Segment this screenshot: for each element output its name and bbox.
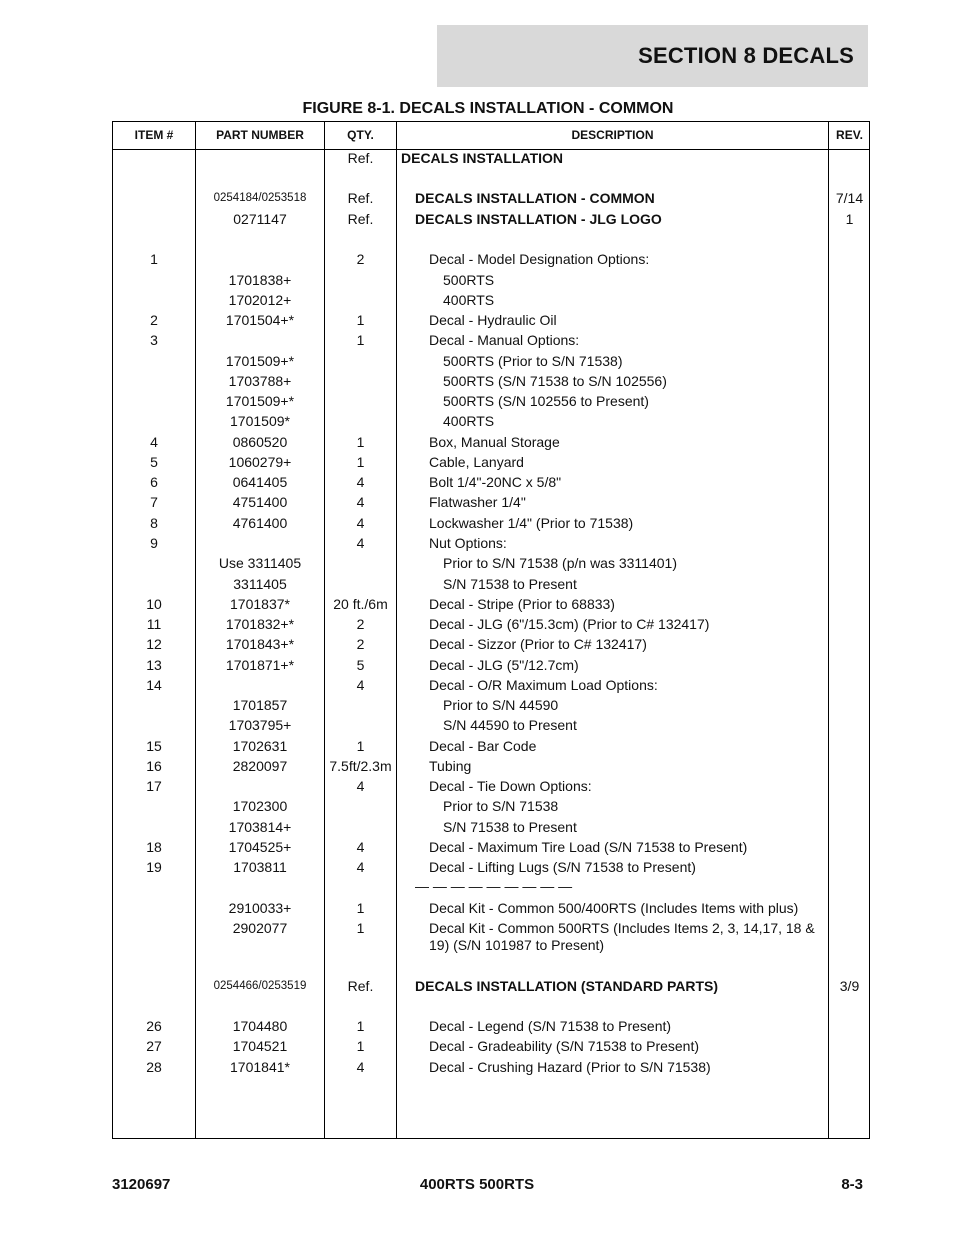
row-item-number: 13: [146, 657, 162, 673]
row-description: DECALS INSTALLATION: [401, 150, 564, 166]
row-description: 500RTS (S/N 71538 to S/N 102556): [443, 373, 667, 389]
row-quantity: 1: [356, 332, 365, 348]
row-part-number: 2820097: [232, 758, 288, 774]
row-part-number: 1703788+: [228, 373, 292, 389]
row-item-number: 27: [146, 1038, 162, 1054]
row-description: Prior to S/N 71538 (p/n was 3311401): [443, 555, 677, 571]
header-part-number: PART NUMBER: [216, 128, 304, 142]
table-header: [113, 122, 869, 150]
row-description: 500RTS (S/N 102556 to Present): [443, 393, 649, 409]
row-description: — — — — — — — — —: [415, 878, 573, 894]
header-item: ITEM #: [134, 128, 174, 142]
row-description: Decal - JLG (5"/12.7cm): [429, 657, 579, 673]
row-quantity: 1: [356, 1018, 365, 1034]
row-part-number: 1701871+*: [225, 657, 295, 673]
row-part-number: 1702012+: [228, 292, 292, 308]
row-description: Box, Manual Storage: [429, 434, 560, 450]
row-quantity: 4: [356, 494, 365, 510]
row-part-number: 3311405: [233, 576, 287, 592]
row-item-number: 15: [146, 738, 162, 754]
row-description: Decal - Legend (S/N 71538 to Present): [429, 1018, 672, 1034]
row-quantity: 1: [356, 920, 365, 936]
row-description: Lockwasher 1/4" (Prior to 71538): [429, 515, 634, 531]
row-revision: 3/9: [839, 978, 860, 994]
row-item-number: 7: [150, 494, 158, 510]
row-description: Decal - Crushing Hazard (Prior to S/N 71538): [429, 1059, 711, 1075]
row-quantity: 4: [356, 778, 365, 794]
row-quantity: Ref.: [347, 150, 374, 166]
row-item-number: 9: [150, 535, 158, 551]
row-part-number: 1701509+*: [225, 353, 295, 369]
row-item-number: 16: [146, 758, 162, 774]
row-description: Decal Kit - Common 500/400RTS (Includes Items with plus): [429, 900, 799, 916]
row-part-number: 1701838+: [228, 272, 292, 288]
row-part-number: 0271147: [233, 211, 287, 227]
row-part-number: 1701504+*: [225, 312, 295, 328]
row-quantity: 1: [356, 454, 365, 470]
row-description: Tubing: [429, 758, 472, 774]
row-quantity: 1: [356, 434, 365, 450]
row-part-number: 0254184/0253518: [213, 192, 307, 204]
row-item-number: 28: [146, 1059, 162, 1075]
row-description: Flatwasher 1/4": [429, 494, 526, 510]
row-description: 500RTS (Prior to S/N 71538): [443, 353, 623, 369]
row-quantity: 4: [356, 839, 365, 855]
row-item-number: 19: [146, 859, 162, 875]
doc-number: 3120697: [112, 1176, 171, 1193]
row-item-number: 4: [150, 434, 158, 450]
row-description: S/N 44590 to Present: [443, 717, 577, 733]
row-item-number: 14: [146, 677, 162, 693]
row-description: Decal - Manual Options:: [429, 332, 580, 348]
row-part-number: 1704521: [232, 1038, 288, 1054]
row-quantity: 1: [356, 312, 365, 328]
row-description: Decal Kit - Common 500RTS (Includes Items 2, 3, 14,17, 18 & 19) (S/N 101987 to Present): [429, 920, 815, 953]
row-part-number: 1704525+: [228, 839, 292, 855]
row-description: S/N 71538 to Present: [443, 576, 577, 592]
row-part-number: 1701509+*: [225, 393, 295, 409]
row-part-number: 0254466/0253519: [213, 980, 307, 992]
row-item-number: 8: [150, 515, 158, 531]
row-part-number: Use 3311405: [218, 555, 302, 571]
row-quantity: Ref.: [347, 211, 374, 227]
row-description: Prior to S/N 71538: [443, 798, 559, 814]
row-description: Nut Options:: [429, 535, 507, 551]
row-item-number: 2: [150, 312, 158, 328]
section-banner: [437, 25, 868, 87]
parts-table: [112, 121, 870, 1139]
row-quantity: 4: [356, 677, 365, 693]
row-part-number: 1704480: [232, 1018, 288, 1034]
row-item-number: 3: [150, 332, 158, 348]
row-part-number: 0641405: [232, 474, 288, 490]
row-quantity: 20 ft./6m: [333, 596, 388, 612]
row-part-number: 1703795+: [228, 717, 292, 733]
row-description: 400RTS: [443, 292, 495, 308]
row-quantity: 5: [356, 657, 365, 673]
page-number: 8-3: [841, 1176, 863, 1193]
row-item-number: 1: [150, 251, 158, 267]
row-description: 400RTS: [443, 413, 495, 429]
row-part-number: 1703814+: [228, 819, 292, 835]
row-part-number: 1701837*: [230, 596, 290, 612]
column-divider: [396, 122, 397, 1138]
row-item-number: 6: [150, 474, 158, 490]
row-description: DECALS INSTALLATION - COMMON: [415, 190, 655, 206]
row-part-number: 1702300: [232, 798, 288, 814]
figure-title: FIGURE 8-1. DECALS INSTALLATION - COMMON: [302, 100, 674, 117]
row-revision: 7/14: [835, 190, 864, 206]
row-item-number: 11: [146, 616, 162, 632]
header-qty: QTY.: [347, 128, 374, 142]
row-part-number: 2910033+: [228, 900, 292, 916]
row-quantity: 1: [356, 1038, 365, 1054]
row-part-number: 1701841*: [230, 1059, 290, 1075]
row-quantity: Ref.: [347, 978, 374, 994]
section-title: SECTION 8 DECALS: [638, 43, 854, 68]
row-item-number: 12: [146, 636, 162, 652]
row-revision: 1: [845, 211, 854, 227]
row-item-number: 17: [146, 778, 162, 794]
row-quantity: 1: [356, 900, 365, 916]
row-quantity: 1: [356, 738, 365, 754]
row-description: DECALS INSTALLATION (STANDARD PARTS): [415, 978, 719, 994]
row-description: Decal - Model Designation Options:: [429, 251, 650, 267]
row-description: Decal - Maximum Tire Load (S/N 71538 to Present): [429, 839, 748, 855]
row-item-number: 26: [146, 1018, 162, 1034]
row-quantity: 2: [356, 251, 365, 267]
row-description: Decal - Bar Code: [429, 738, 537, 754]
row-description: Decal - O/R Maximum Load Options:: [429, 677, 658, 693]
row-quantity: 2: [356, 616, 365, 632]
model-name: 400RTS 500RTS: [419, 1176, 535, 1193]
row-part-number: 1701843+*: [225, 636, 295, 652]
header-description: DESCRIPTION: [571, 128, 654, 142]
row-description: Decal - Lifting Lugs (S/N 71538 to Present): [429, 859, 696, 875]
row-description: DECALS INSTALLATION - JLG LOGO: [415, 211, 662, 227]
row-quantity: 4: [356, 1059, 365, 1075]
row-part-number: 1701832+*: [225, 616, 295, 632]
row-part-number: 1702631: [232, 738, 288, 754]
row-description: Bolt 1/4"-20NC x 5/8": [429, 474, 562, 490]
row-description: Decal - Sizzor (Prior to C# 132417): [429, 636, 647, 652]
row-description: Decal - Stripe (Prior to 68833): [429, 596, 615, 612]
row-quantity: 4: [356, 535, 365, 551]
row-description: Cable, Lanyard: [429, 454, 524, 470]
row-part-number: 4761400: [232, 515, 288, 531]
row-part-number: 1703811: [233, 859, 287, 875]
row-quantity: 7.5ft/2.3m: [329, 758, 392, 774]
row-description: S/N 71538 to Present: [443, 819, 577, 835]
row-quantity: 4: [356, 859, 365, 875]
row-quantity: 4: [356, 515, 365, 531]
row-description: Prior to S/N 44590: [443, 697, 559, 713]
row-description: Decal - JLG (6"/15.3cm) (Prior to C# 132417): [429, 616, 710, 632]
row-part-number: 4751400: [232, 494, 288, 510]
row-quantity: 2: [356, 636, 365, 652]
row-item-number: 5: [150, 454, 158, 470]
row-quantity: 4: [356, 474, 365, 490]
row-description: Decal - Tie Down Options:: [429, 778, 592, 794]
row-quantity: Ref.: [347, 190, 374, 206]
header-rev: REV.: [836, 128, 863, 142]
row-part-number: 2902077: [232, 920, 288, 936]
row-item-number: 10: [146, 596, 162, 612]
row-description: Decal - Hydraulic Oil: [429, 312, 557, 328]
row-part-number: 0860520: [232, 434, 288, 450]
row-description: Decal - Gradeability (S/N 71538 to Present): [429, 1038, 700, 1054]
row-part-number: 1060279+: [228, 454, 292, 470]
row-item-number: 18: [146, 839, 162, 855]
row-description: 500RTS: [443, 272, 495, 288]
row-part-number: 1701857: [232, 697, 288, 713]
row-part-number: 1701509*: [230, 413, 290, 429]
